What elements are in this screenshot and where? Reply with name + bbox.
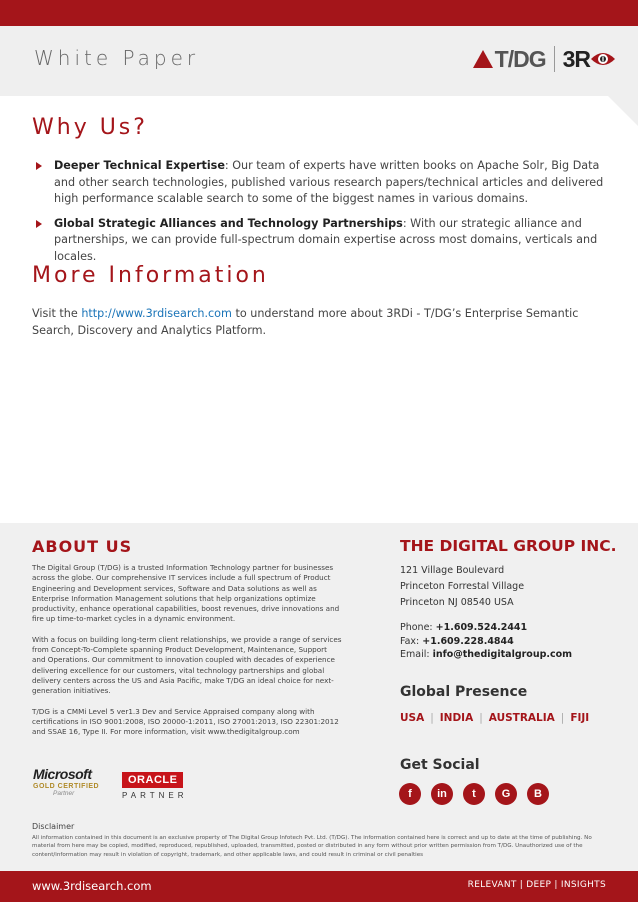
address-line: Princeton Forrestal Village (400, 581, 525, 592)
fax-label: Fax: (400, 635, 423, 647)
company-title: THE DIGITAL GROUP INC. (400, 537, 617, 555)
footer-url-link[interactable]: www.3rdisearch.com (32, 879, 152, 893)
disclaimer-title: Disclaimer (32, 822, 75, 831)
country-fiji: FIJI (570, 712, 590, 724)
partner-label: Partner (53, 790, 75, 797)
3rdi-logo-text: 3R (562, 45, 590, 72)
separator: | (430, 712, 434, 724)
company-address (400, 563, 524, 611)
3rdi-logo (563, 46, 616, 73)
about-paragraph: The Digital Group (T/DG) is a trusted Information Technology partner for businesses across the globe. Our comprehensive IT services include a full spectrum of Product Engineering and Development services, Software and Data solutions as well as Enterprise Information Management solutions that help organizations optimize productivity, enhance operational capabilities, boost revenues, drive innovations and fire up time-to-market cycles in a dynamic environment. (32, 563, 340, 624)
get-social-title: Get Social (400, 757, 480, 773)
about-us-title: ABOUT US (32, 537, 133, 556)
oracle-logo: ORACLE (122, 772, 183, 788)
document-type-title: White Paper (34, 46, 200, 70)
email-label: Email: (400, 649, 433, 660)
why-us-list (36, 158, 614, 273)
global-presence-title: Global Presence (400, 684, 528, 700)
bullet-triangle-icon (36, 162, 42, 170)
country-list (400, 712, 589, 724)
logo-divider (554, 46, 555, 72)
twitter-icon[interactable]: t (463, 783, 485, 805)
country-australia: AUSTRALIA (488, 712, 555, 724)
bottom-bar (0, 871, 638, 902)
linkedin-icon[interactable]: in (431, 783, 453, 805)
list-item (36, 216, 614, 266)
separator: | (479, 712, 483, 724)
separator: | (560, 712, 565, 724)
microsoft-partner-badge (33, 766, 103, 797)
gold-certified-label: GOLD CERTIFIED (33, 783, 100, 790)
tdg-logo (473, 46, 546, 73)
phone-number[interactable]: +1.609.524.2441 (435, 622, 528, 633)
fax-line (400, 635, 572, 649)
more-info-prefix: Visit the (32, 307, 82, 320)
country-india: INDIA (439, 712, 474, 724)
more-info-title: More Information (32, 263, 269, 288)
address-line: Princeton NJ 08540 USA (400, 597, 514, 608)
header (0, 26, 638, 96)
about-paragraph: With a focus on building long-term client relationships, we provide a range of services from Concept-To-Complete spanning Product Development, Maintenance, Support and Operations. Our commitment to innovation coupled with decades of experience delivering excellence for our customers, vital technology partnerships and global delivery centers across the US and Asia Pacific, make T/DG an ideal choice for next-generation initiatives. (32, 634, 342, 696)
list-item (36, 158, 614, 208)
footer-tagline: RELEVANT | DEEP | INSIGHTS (467, 880, 606, 890)
eye-icon (590, 50, 616, 68)
header-corner-fold (608, 96, 638, 126)
phone-label: Phone: (400, 622, 436, 633)
blogger-icon[interactable]: B (527, 783, 549, 805)
why-us-title: Why Us? (32, 115, 148, 140)
bullet-heading: Global Strategic Alliances and Technology Partnerships (54, 216, 403, 230)
fax-number: +1.609.228.4844 (422, 635, 514, 647)
address-line: 121 Village Boulevard (400, 565, 505, 576)
about-us-text (32, 563, 342, 747)
bullet-heading: Deeper Technical Expertise (54, 159, 225, 172)
more-info-suffix: to understand more about 3RDi - T/DG’s Enterprise Semantic Search, Discovery and Analytics Platform. (32, 307, 579, 337)
tdg-logo-text: T/DG (494, 45, 546, 72)
oracle-partner-badge (122, 768, 188, 800)
logos (473, 44, 616, 74)
bullet-triangle-icon (36, 220, 42, 228)
top-bar (0, 0, 638, 26)
bullet-text: : With our strategic alliance and partnerships, we can provide full-spectrum domain expertise across most domains, verticals and locales. (54, 216, 598, 263)
microsoft-logo: Microsoft (33, 766, 92, 782)
disclaimer-text: All information contained in this document is an exclusive property of The Digital Group Infotech Pvt. Ltd. (T/DG). The information contained here is correct and up to date at the time of publishing. No material from here may be copied, modified, reproduced, republished, uploaded, transmitted, posted or distributed in any form without prior written permission from T/DG. Unauthorized use of the content/information may result in violation of copyright, trademark, and other applicable laws, and could result in criminal or civil penalties (32, 835, 592, 858)
more-info-text (32, 306, 612, 339)
phone-line (400, 621, 572, 635)
facebook-icon[interactable]: f (399, 783, 421, 805)
google-plus-icon[interactable]: G (495, 783, 517, 805)
email-link[interactable]: info@thedigitalgroup.com (432, 649, 573, 660)
company-contact (400, 621, 572, 662)
tdg-triangle-icon (473, 50, 493, 68)
country-usa: USA (400, 712, 425, 724)
oracle-partner-label: PARTNER (122, 791, 188, 800)
bullet-text: : Our team of experts have written books on Apache Solr, Big Data and other search technologies, published various research papers/technical articles and delivered high performance scalable search to some of the biggest names in various domains. (54, 159, 604, 205)
website-link[interactable]: http://www.3rdisearch.com (81, 307, 232, 320)
social-icons (399, 783, 549, 805)
email-line (400, 648, 572, 662)
about-paragraph: T/DG is a CMMi Level 5 ver1.3 Dev and Service Appraised company along with certifications in ISO 9001:2008, ISO 20000-1:2011, ISO 27001:2013, ISO 22301:2012 and SSAE 16, Type II. For more information, visit www.thedigitalgroup.com (32, 706, 339, 737)
